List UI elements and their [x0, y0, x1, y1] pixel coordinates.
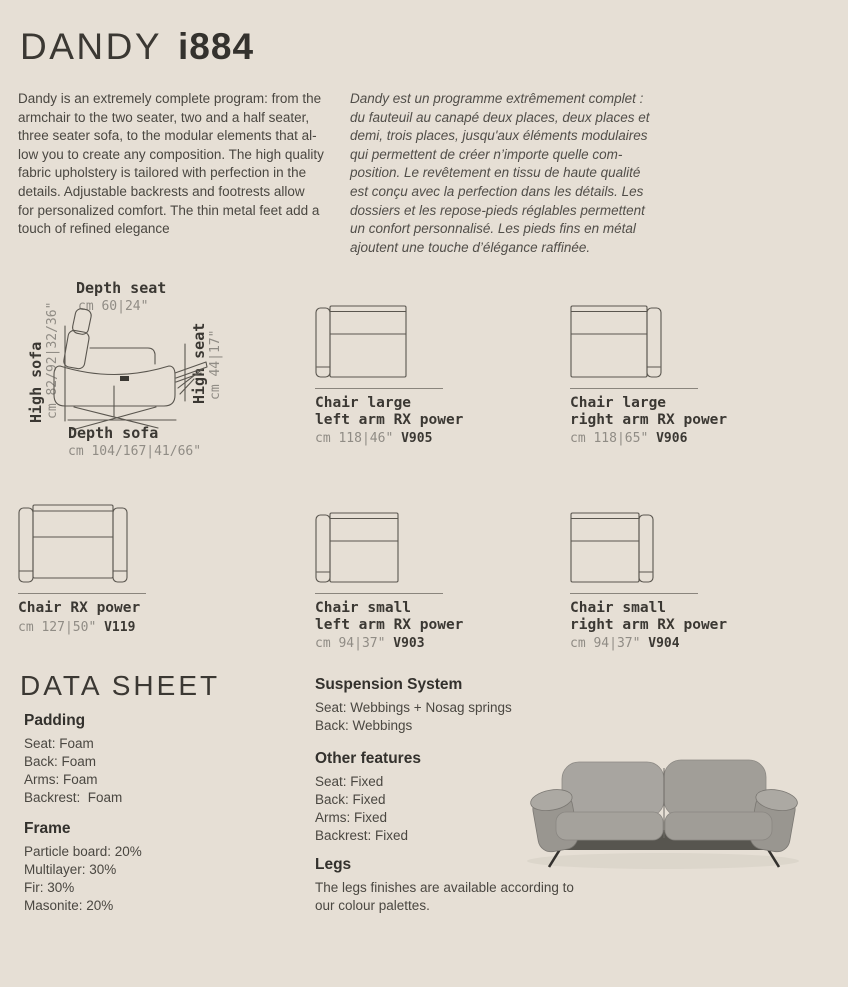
recliner-side-view-drawing — [54, 308, 207, 430]
intro-line: Dandy est un programme extrêmement complet : — [350, 91, 644, 106]
module-name-line1: Chair large — [570, 395, 667, 411]
section-frame — [24, 820, 142, 915]
chair-top-view-right-arm-diagram — [570, 305, 662, 379]
section-heading-other-features: Other features — [315, 750, 421, 767]
section-heading-legs: Legs — [315, 856, 352, 873]
intro-line: armchair to the two seater, two and a half seater, — [18, 109, 310, 125]
depth-sofa-label: Depth sofa — [68, 424, 159, 442]
high-sofa-value: cm 82/92|32/36" — [45, 301, 60, 419]
sheet-line: Multilayer: 30% — [24, 862, 117, 877]
sofa-side-view-diagram — [8, 276, 240, 468]
module-chair-small-left-arm — [315, 500, 505, 651]
module-code: V903 — [393, 636, 425, 651]
intro-line: low you to create any composition. The high quality — [18, 146, 324, 162]
module-name-line1: Chair large — [315, 395, 412, 411]
intro-paragraph-fr — [350, 90, 649, 257]
module-chair-rx-power — [18, 500, 208, 635]
module-name-line1: Chair small — [315, 600, 412, 616]
chair-top-view-both-arms-diagram — [18, 504, 128, 584]
module-divider — [570, 388, 698, 389]
intro-line: demi, trois places, jusqu'aux éléments modulaires — [350, 128, 648, 144]
section-padding — [24, 712, 122, 807]
module-divider — [315, 388, 443, 389]
intro-line: ajoutent une touche d’élégance raffinée. — [350, 239, 591, 255]
intro-line: for personalized comfort. The thin metal feet add a — [18, 202, 320, 218]
intro-line: three seater sofa, to the modular elements that al- — [18, 128, 317, 144]
intro-line: qui permettent de créer n’importe quelle com- — [350, 146, 623, 162]
sheet-line: Arms: Foam — [24, 772, 98, 787]
intro-line: touch of refined elegance — [18, 221, 170, 237]
high-sofa-label: High sofa — [27, 341, 45, 423]
section-suspension — [315, 676, 512, 735]
sheet-line: Back: Fixed — [315, 792, 386, 807]
sheet-line: Back: Webbings — [315, 718, 413, 733]
module-name-line2: right arm RX power — [570, 411, 728, 428]
sheet-line: Masonite: 20% — [24, 898, 114, 913]
intro-line: fabric upholstery is tailored with perfection in the — [18, 165, 307, 181]
sheet-line: Fir: 30% — [24, 880, 75, 895]
module-divider — [315, 593, 443, 594]
section-heading-frame: Frame — [24, 820, 71, 837]
section-other-features — [315, 750, 421, 845]
intro-paragraph-en — [18, 90, 324, 239]
module-code: V904 — [648, 636, 680, 651]
high-seat-value: cm 44|17" — [208, 329, 223, 400]
sheet-line: Arms: Fixed — [315, 810, 388, 825]
sheet-line: Seat: Foam — [24, 736, 94, 751]
module-chair-large-right-arm — [570, 301, 760, 446]
module-name-line1: Chair RX power — [18, 600, 141, 616]
sheet-line: Seat: Webbings + Nosag springs — [315, 700, 512, 715]
depth-sofa-value: cm 104/167|41/66" — [68, 444, 202, 459]
module-size-value: cm 118|46" — [315, 431, 394, 446]
module-size-value: cm 94|37" — [570, 636, 641, 651]
intro-line: dossiers et les repose-pieds réglables permettent — [350, 202, 645, 218]
depth-seat-label: Depth seat — [76, 279, 167, 297]
sheet-line: our colour palettes. — [315, 898, 430, 913]
sofa-product-photo — [518, 754, 810, 874]
module-chair-large-left-arm — [315, 301, 505, 446]
module-name-line2: left arm RX power — [315, 616, 464, 633]
chair-top-view-left-arm-diagram — [315, 305, 407, 379]
module-divider — [570, 593, 698, 594]
intro-line: un confort personnalisé. Les pieds fins en métal — [350, 221, 636, 237]
sheet-line: The legs finishes are available according to — [315, 880, 574, 895]
section-heading-suspension: Suspension System — [315, 676, 463, 693]
intro-line: du fauteuil au canapé deux places, deux places et — [350, 109, 650, 125]
high-seat-label: High seat — [190, 322, 208, 404]
sheet-line: Back: Foam — [24, 754, 97, 769]
module-code: V119 — [104, 619, 136, 635]
module-name-line1: Chair small — [570, 600, 667, 616]
depth-seat-value: cm 60|24" — [78, 299, 149, 314]
intro-line: position. Le revêtement en tissu de haute qualité — [350, 165, 641, 181]
module-code: V906 — [656, 431, 688, 446]
sheet-line: Backrest: Fixed — [315, 828, 409, 843]
module-size-value: cm 127|50" — [18, 619, 97, 635]
chair-top-view-right-arm-diagram — [570, 512, 654, 584]
module-name-line2: right arm RX power — [570, 616, 728, 633]
module-chair-small-right-arm — [570, 500, 760, 651]
model-number: i884 — [178, 26, 255, 67]
sheet-line: Particle board: 20% — [24, 844, 142, 859]
module-size-value: cm 118|65" — [570, 431, 649, 446]
data-sheet-title: DATA SHEET — [20, 670, 221, 701]
module-name-line2: left arm RX power — [315, 411, 464, 428]
intro-line: Dandy is an extremely complete program: from the — [18, 91, 322, 106]
section-heading-padding: Padding — [24, 712, 86, 729]
brand-title: DANDY — [20, 26, 163, 67]
module-size-value: cm 94|37" — [315, 636, 386, 651]
intro-line: details. Adjustable backrests and footrests allow — [18, 183, 305, 199]
page-title — [20, 26, 254, 68]
chair-top-view-left-arm-diagram — [315, 512, 399, 584]
module-code: V905 — [401, 431, 433, 446]
module-divider — [18, 593, 146, 594]
sheet-line: Seat: Fixed — [315, 774, 384, 789]
sheet-line: Backrest: Foam — [24, 790, 123, 805]
intro-line: est conçu avec la perfection dans les détails. Les — [350, 183, 644, 199]
